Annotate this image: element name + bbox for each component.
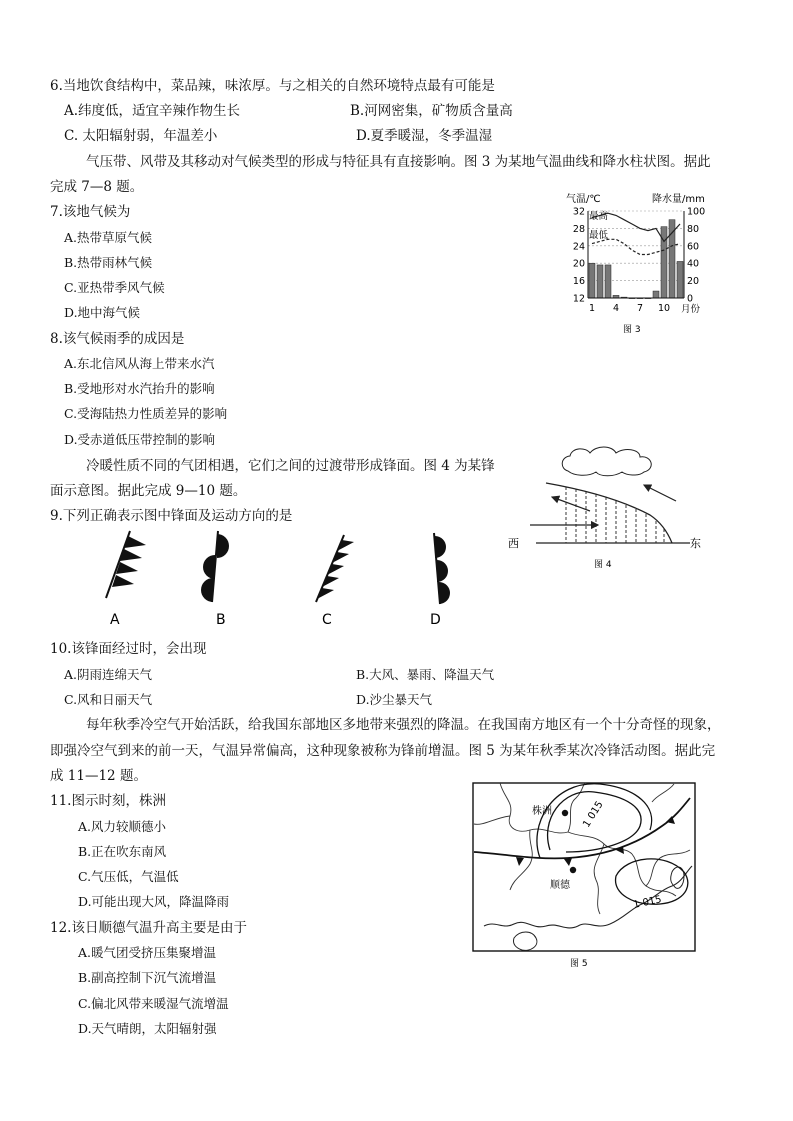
q12-stem: 12.该日顺德气温升高主要是由于: [50, 920, 247, 936]
east-label: 东: [690, 537, 701, 550]
q10-option-d[interactable]: D.沙尘暴天气: [356, 692, 433, 707]
option-b-symbol[interactable]: [201, 531, 229, 602]
chart-xlabel: 月份: [681, 304, 701, 315]
temp-tick-label: 16: [572, 276, 585, 288]
temp-tick-label: 20: [572, 258, 585, 270]
front-diagram: [500, 445, 720, 573]
month-tick-label: 10: [657, 303, 671, 314]
temp-max-label: 最高: [589, 211, 609, 222]
q6-option-a[interactable]: A.纬度低，适宜辛辣作物生长: [64, 103, 241, 119]
option-a-label: A: [110, 612, 120, 628]
isobar-1015-label-south: 1 015: [632, 894, 663, 911]
precip-bar-2: [597, 265, 603, 298]
zhuzhou-marker: [562, 810, 568, 816]
q10-option-c[interactable]: C.风和日丽天气: [64, 692, 153, 707]
chart-ylabel-right: 降水量/mm: [652, 194, 705, 205]
q7-option-d[interactable]: D.地中海气候: [64, 305, 141, 320]
q8-stem: 8.该气候雨季的成因是: [50, 331, 185, 347]
intro-9-10-line2: 面示意图。据此完成 9—10 题。: [50, 483, 247, 499]
intro-7-8-line1: 气压带、风带及其移动对气候类型的形成与特征具有直接影响。图 3 为某地气温曲线和降水柱状图。据此: [86, 154, 711, 170]
precip-tick-label: 0: [687, 293, 694, 305]
q11-option-a[interactable]: A.风力较顺德小: [78, 819, 167, 834]
cloud-icon: [562, 447, 651, 476]
option-b-label: B: [216, 612, 226, 628]
q12-option-b[interactable]: B.副高控制下沉气流增温: [78, 970, 217, 985]
temp-tick-label: 24: [572, 241, 585, 253]
zhuzhou-label: 株洲: [532, 806, 552, 817]
q10-option-b[interactable]: B.大风、暴雨、降温天气: [356, 667, 495, 682]
precip-tick-label: 60: [687, 241, 700, 253]
precip-tick-label: 40: [687, 258, 700, 270]
q7-option-c[interactable]: C.亚热带季风气候: [64, 280, 165, 295]
q7-stem: 7.该地气候为: [50, 204, 131, 220]
q8-option-a[interactable]: A.东北信风从海上带来水汽: [64, 356, 215, 371]
climate-chart: [560, 190, 720, 340]
precip-bar-12: [677, 261, 683, 298]
intro-11-12-line3: 成 11—12 题。: [50, 768, 147, 784]
q6-option-c[interactable]: C. 太阳辐射弱，年温差小: [64, 128, 218, 144]
intro-11-12-line1: 每年秋季冷空气开始活跃，给我国东部地区多地带来强烈的降温。在我国南方地区有一个十分奇怪的现象，: [86, 717, 721, 733]
intro-7-8-line2: 完成 7—8 题。: [50, 179, 144, 195]
q10-stem: 10.该锋面经过时，会出现: [50, 641, 207, 657]
q12-option-a[interactable]: A.暖气团受挤压集聚增温: [78, 945, 217, 960]
q6-option-b[interactable]: B.河网密集，矿物质含量高: [350, 103, 513, 119]
precip-bar-1: [589, 263, 595, 298]
precip-tick-label: 80: [687, 223, 700, 235]
q12-option-d[interactable]: D.天气晴朗，太阳辐射强: [78, 1021, 217, 1036]
q9-symbol-options: [90, 528, 470, 630]
q10-option-a[interactable]: A.阴雨连绵天气: [64, 667, 153, 682]
temp-min-label: 最低: [589, 230, 609, 241]
temp-tick-label: 28: [572, 223, 585, 235]
q12-option-c[interactable]: C.偏北风带来暖湿气流增温: [78, 996, 229, 1011]
warm-air-arrow-2: [644, 485, 676, 501]
shunde-marker: [570, 867, 576, 873]
q8-option-b[interactable]: B.受地形对水汽抬升的影响: [64, 381, 215, 396]
isobar-1015-label-north: 1 015: [581, 799, 606, 830]
q6-stem: 6.当地饮食结构中，菜品辣，味浓厚。与之相关的自然环境特点最有可能是: [50, 78, 495, 94]
q11-stem: 11.图示时刻，株洲: [50, 793, 166, 809]
precip-bar-9: [653, 291, 659, 298]
west-label: 西: [508, 537, 519, 550]
option-c-symbol[interactable]: [316, 535, 354, 602]
q7-option-a[interactable]: A.热带草原气候: [64, 230, 153, 245]
option-a-symbol[interactable]: [106, 531, 146, 598]
intro-9-10-line1: 冷暖性质不同的气团相遇，它们之间的过渡带形成锋面。图 4 为某锋: [86, 458, 495, 474]
precip-bar-3: [605, 265, 611, 298]
front-surface: [546, 483, 672, 543]
chart-caption: 图 3: [623, 325, 641, 335]
q8-option-c[interactable]: C.受海陆热力性质差异的影响: [64, 406, 228, 421]
option-d-label: D: [430, 612, 441, 628]
fig5-caption: 图 5: [570, 959, 588, 969]
temp-tick-label: 12: [572, 293, 585, 305]
q7-option-b[interactable]: B.热带雨林气候: [64, 255, 153, 270]
precip-tick-label: 100: [687, 206, 706, 218]
precip-bar-11: [669, 220, 675, 298]
option-d-symbol[interactable]: [434, 533, 450, 604]
q11-option-b[interactable]: B.正在吹东南风: [78, 844, 167, 859]
q6-option-d[interactable]: D.夏季暖湿，冬季温湿: [356, 128, 493, 144]
option-c-label: C: [322, 612, 332, 628]
q11-option-c[interactable]: C.气压低，气温低: [78, 869, 179, 884]
shunde-label: 顺德: [550, 880, 570, 891]
q8-option-d[interactable]: D.受赤道低压带控制的影响: [64, 432, 216, 447]
precip-tick-label: 20: [687, 276, 700, 288]
temp-tick-label: 32: [572, 206, 585, 218]
q11-option-d[interactable]: D.可能出现大风，降温降雨: [78, 894, 230, 909]
intro-11-12-line2: 即强冷空气到来的前一天，气温异常偏高，这种现象被称为锋前增温。图 5 为某年秋季某次冷锋活动图。据此完: [50, 743, 716, 759]
fig4-caption: 图 4: [594, 560, 612, 570]
month-tick-label: 1: [588, 303, 596, 314]
cold-front-map: [470, 780, 700, 970]
warm-air-arrow-1: [552, 497, 590, 511]
chart-ylabel-left: 气温/℃: [566, 194, 601, 205]
month-tick-label: 4: [612, 303, 620, 314]
month-tick-label: 7: [636, 303, 644, 314]
q9-stem: 9.下列正确表示图中锋面及运动方向的是: [50, 508, 293, 524]
